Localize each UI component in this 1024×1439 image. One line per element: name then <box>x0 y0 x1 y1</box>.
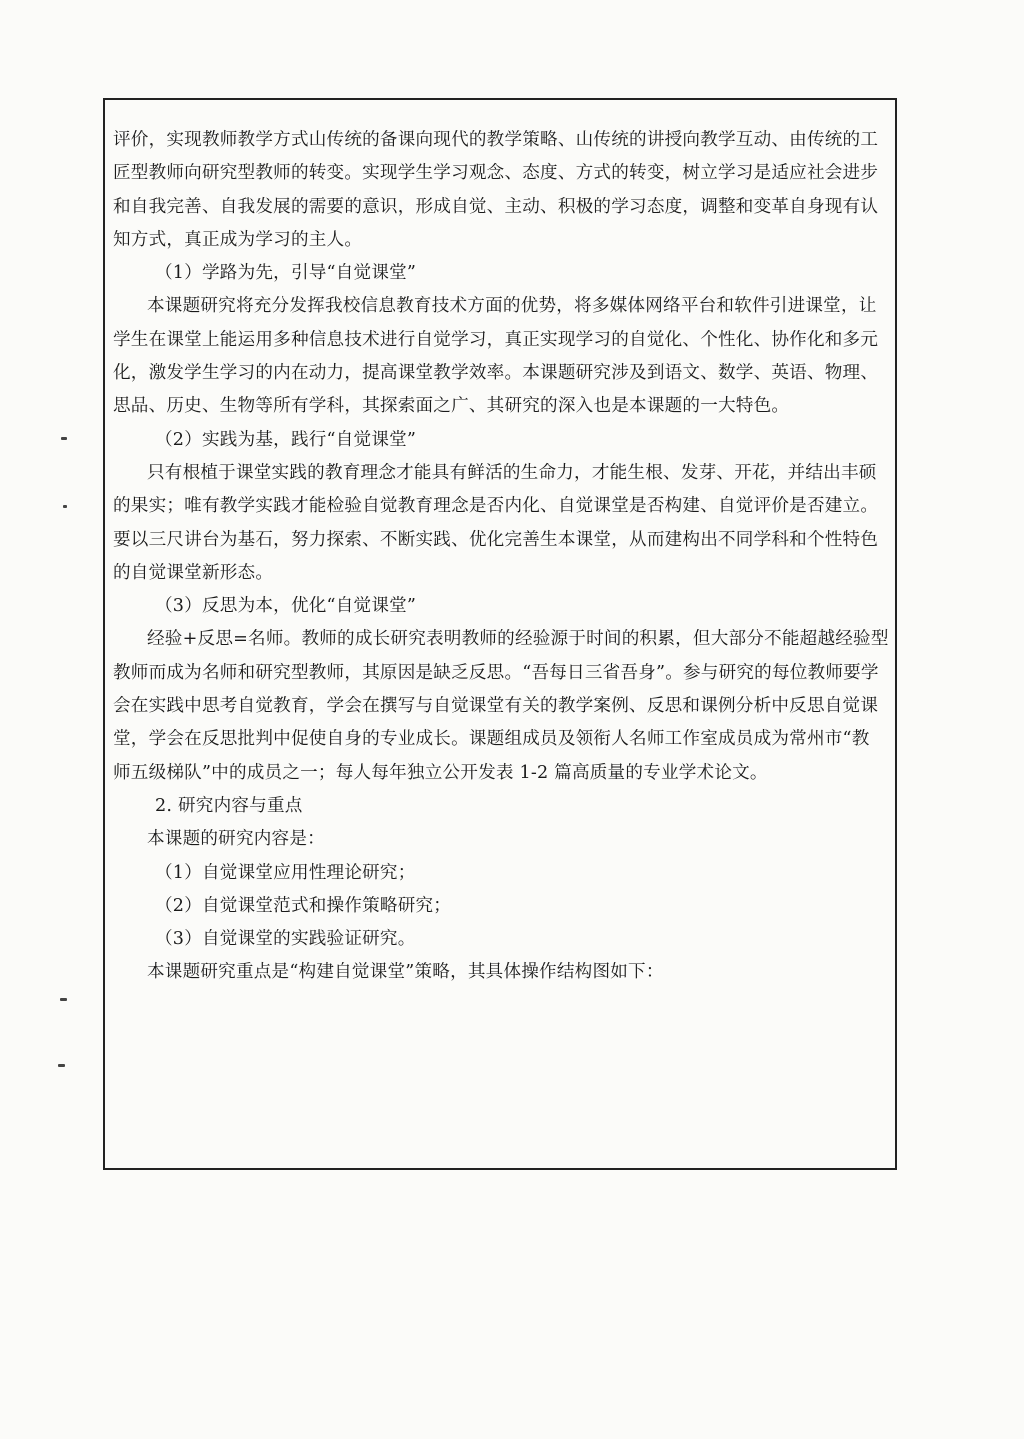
scan-mark <box>63 505 67 508</box>
section-heading: （3）反思为本，优化“自觉课堂” <box>155 596 417 617</box>
section-heading: （1）自觉课堂应用性理论研究； <box>155 862 416 883</box>
paragraph-line: 本课题研究重点是“构建自觉课堂”策略，其具体操作结构图如下： <box>147 962 664 983</box>
paragraph-line: 师五级梯队”中的成员之一；每人每年独立公开发表 1-2 篇高质量的专业学术论文。 <box>113 762 768 783</box>
paragraph-line: 本课题的研究内容是： <box>147 829 325 850</box>
document-body <box>113 124 893 990</box>
section-heading: （1）学路为先，引导“自觉课堂” <box>155 263 417 284</box>
paragraph-line: 会在实践中思考自觉教育，学会在撰写与自觉课堂有关的教学案例、反思和课例分析中反思自觉课 <box>113 696 879 717</box>
section-heading: （2）自觉课堂范式和操作策略研究； <box>155 895 452 916</box>
paragraph-line: 教师而成为名师和研究型教师，其原因是缺乏反思。“吾每日三省吾身”。参与研究的每位教师要学 <box>113 662 879 683</box>
paragraph-line: 知方式，真正成为学习的主人。 <box>113 229 363 250</box>
paragraph-line: 评价，实现教师教学方式山传统的备课向现代的教学策略、山传统的讲授向教学互动、由传统的工 <box>113 130 879 150</box>
paragraph-line: 和自我完善、自我发展的需要的意识，形成自觉、主动、积极的学习态度，调整和变革自身现有认 <box>113 196 879 217</box>
paragraph-line: 的果实；唯有教学实践才能检验自觉教育理念是否内化、自觉课堂是否构建、自觉评价是否建立。 <box>113 496 879 517</box>
paragraph-line: 的自觉课堂新形态。 <box>113 562 274 583</box>
paragraph-line: 化，激发学生学习的内在动力，提高课堂教学效率。本课题研究涉及到语文、数学、英语、物理、 <box>113 363 879 384</box>
section-heading: （3）自觉课堂的实践验证研究。 <box>155 929 416 950</box>
scan-mark <box>60 998 67 1001</box>
section-heading: （2）实践为基，践行“自觉课堂” <box>155 429 417 450</box>
paragraph-line: 学生在课堂上能运用多种信息技术进行自觉学习，真正实现学习的自觉化、个性化、协作化和多元 <box>113 329 879 350</box>
paragraph-line: 要以三尺讲台为基石，努力探索、不断实践、优化完善生本课堂，从而建构出不同学科和个性特色 <box>113 529 879 550</box>
paragraph-line: 经验+反思=名师。教师的成长研究表明教师的经验源于时间的积累，但大部分不能超越经验型 <box>147 629 889 650</box>
section-heading: 2. 研究内容与重点 <box>155 795 303 816</box>
paragraph-line: 匠型教师向研究型教师的转变。实现学生学习观念、态度、方式的转变，树立学习是适应社会进步 <box>113 163 879 184</box>
scan-mark <box>58 1064 65 1067</box>
paragraph-line: 只有根植于课堂实践的教育理念才能具有鲜活的生命力，才能生根、发芽、开花，并结出丰硕 <box>147 462 877 483</box>
paragraph-line: 本课题研究将充分发挥我校信息教育技术方面的优势，将多媒体网络平台和软件引进课堂，让 <box>147 296 877 317</box>
paragraph-line: 堂，学会在反思批判中促使自身的专业成长。课题组成员及领衔人名师工作室成员成为常州市“教 <box>113 729 870 750</box>
paragraph-line: 思品、历史、生物等所有学科，其探索面之广、其研究的深入也是本课题的一大特色。 <box>113 396 790 417</box>
scan-mark <box>61 437 67 440</box>
